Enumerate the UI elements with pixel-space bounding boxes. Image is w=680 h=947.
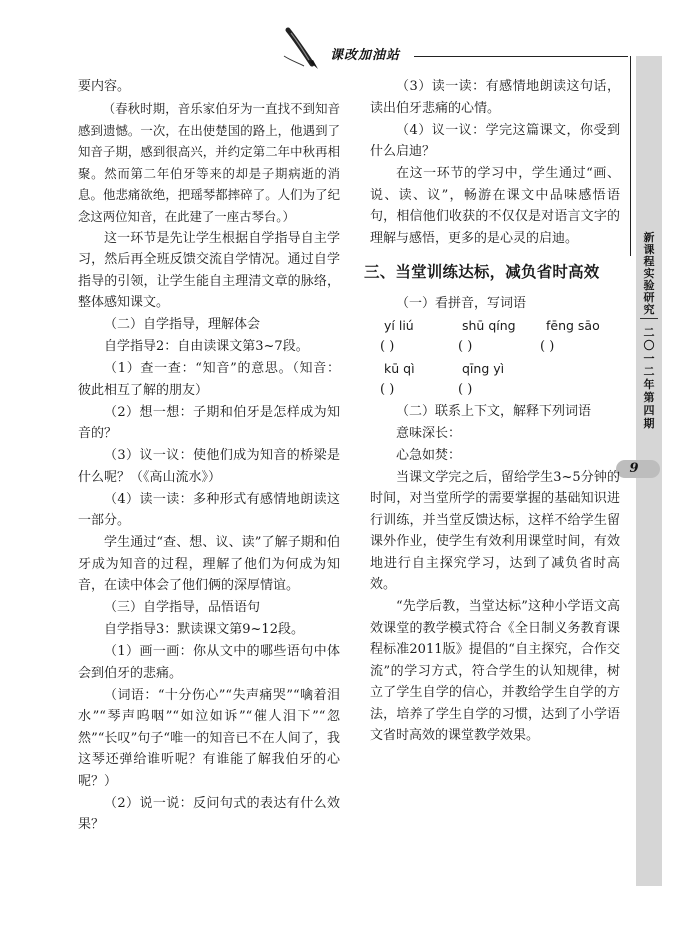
paragraph: 自学指导3：默读课文第9~12段。 — [104, 622, 304, 637]
paragraph: 要内容。 — [78, 79, 131, 94]
term-definition: 心急如焚： — [396, 447, 462, 463]
right-column — [364, 76, 620, 747]
exercise-title: （二）联系上下文，解释下列词语 — [396, 403, 592, 419]
paragraph: “先学后教，当堂达标”这种小学语文高效课堂的教学模式符合《全日制义务教育课程标准2011版》提倡的“自主探究，合作交流”的学习方式，符合学生的认知规律，树立了学生自学的信心，并教给学生自学的方法，培养了学生自学的习惯，达到了小学语文省时高效的课堂教学效果。 — [370, 599, 620, 743]
answer-blank[interactable]: ( ) — [458, 338, 473, 354]
paragraph: （词语：“十分伤心”“失声痛哭”“噙着泪水”“琴声呜咽”“如泣如诉”“催人泪下”“忽然”“长叹”句子“唯一的知音已不在人间了，我这琴还弹给谁听呢？有谁能了解我伯牙的心呢？） — [78, 687, 340, 789]
paragraph: （4）议一议：学完这篇课文，你受到什么启迪？ — [370, 122, 620, 159]
pinyin-row — [370, 315, 620, 336]
blank-row — [370, 336, 620, 358]
paragraph: （4）读一读：多种形式有感情地朗读这一部分。 — [78, 491, 340, 528]
journal-separator — [640, 318, 658, 319]
answer-blank[interactable]: ( ) — [380, 338, 395, 354]
left-column — [78, 76, 340, 836]
paragraph: （2）说一说：反问句式的表达有什么效果？ — [78, 795, 340, 832]
journal-issue: 二〇一二年 第四期 — [643, 326, 655, 430]
answer-blank[interactable]: ( ) — [540, 338, 555, 354]
story-note: （春秋时期，音乐家伯牙为一直找不到知音感到遗憾。一次，在出使楚国的路上，他遇到了知音子期，感到很高兴，并约定第二年中秋再相聚。然而第二年伯牙等来的却是子期病逝的消息。他悲痛欲绝，把瑶琴都摔碎了。人们为了纪念这两位知音，在此建了一座古琴台。） — [78, 101, 340, 224]
pinyin: shū qíng — [462, 317, 516, 333]
section-header-title: 课改加油站 — [330, 48, 401, 63]
paragraph: （1）查一查：“知音”的意思。（知音：彼此相互了解的朋友） — [78, 361, 340, 398]
subsection-title: （三）自学指导，品悟语句 — [104, 600, 261, 615]
pinyin: qīng yì — [462, 360, 505, 376]
term-definition: 意味深长： — [396, 425, 462, 441]
subsection-title: （二）自学指导，理解体会 — [104, 317, 261, 332]
exercise-title: （一）看拼音，写词语 — [396, 295, 527, 311]
blank-row — [370, 379, 620, 401]
side-rule — [630, 56, 631, 256]
paragraph: （2）想一想：子期和伯牙是怎样成为知音的？ — [78, 404, 340, 441]
answer-blank[interactable]: ( ) — [458, 381, 473, 397]
paragraph: 在这一环节的学习中，学生通过“画、说、读、议”，畅游在课文中品味感悟语句，相信他们收获的不仅仅是对语言文字的理解与感悟，更多的是心灵的启迪。 — [370, 166, 620, 246]
page-number: 9 — [629, 461, 639, 476]
section-heading: 三、当堂训练达标，减负省时高效 — [364, 263, 600, 281]
header-rule — [414, 56, 628, 57]
paragraph: 自学指导2：自由读课文第3~7段。 — [104, 339, 309, 354]
pinyin-row — [370, 358, 620, 379]
paragraph: 当课文学完之后，留给学生3~5分钟的时间，对当堂所学的需要掌握的基础知识进行训练，并当堂反馈达标，这样不给学生留课外作业，使学生有效利用课堂时间，有效地进行自主探究学习，达到了减负省时高效。 — [370, 469, 620, 592]
paragraph: 学生通过“查、想、议、读”了解子期和伯牙成为知音的过程，理解了他们为何成为知音，在读中体会了他们俩的深厚情谊。 — [78, 535, 340, 593]
pinyin: yí liú — [384, 317, 414, 333]
paragraph: （3）议一议：使他们成为知音的桥梁是什么呢？（《高山流水》） — [78, 448, 340, 485]
answer-blank[interactable]: ( ) — [380, 381, 395, 397]
pinyin: kū qì — [384, 360, 415, 376]
pinyin: fēng sāo — [546, 317, 600, 333]
paragraph: 这一环节是先让学生根据自学指导自主学习，然后再全班反馈交流自学情况。通过自学指导的引领，让学生能自主理清文章的脉络，整体感知课文。 — [78, 230, 340, 310]
paragraph: （3）读一读：有感情地朗读这句话，读出伯牙悲痛的心情。 — [370, 79, 620, 116]
paragraph: （1）画一画：你从文中的哪些语句中体会到伯牙的悲痛。 — [78, 644, 340, 681]
journal-name: 新课程实验研究 — [643, 231, 655, 316]
pen-nib-icon — [282, 26, 322, 70]
